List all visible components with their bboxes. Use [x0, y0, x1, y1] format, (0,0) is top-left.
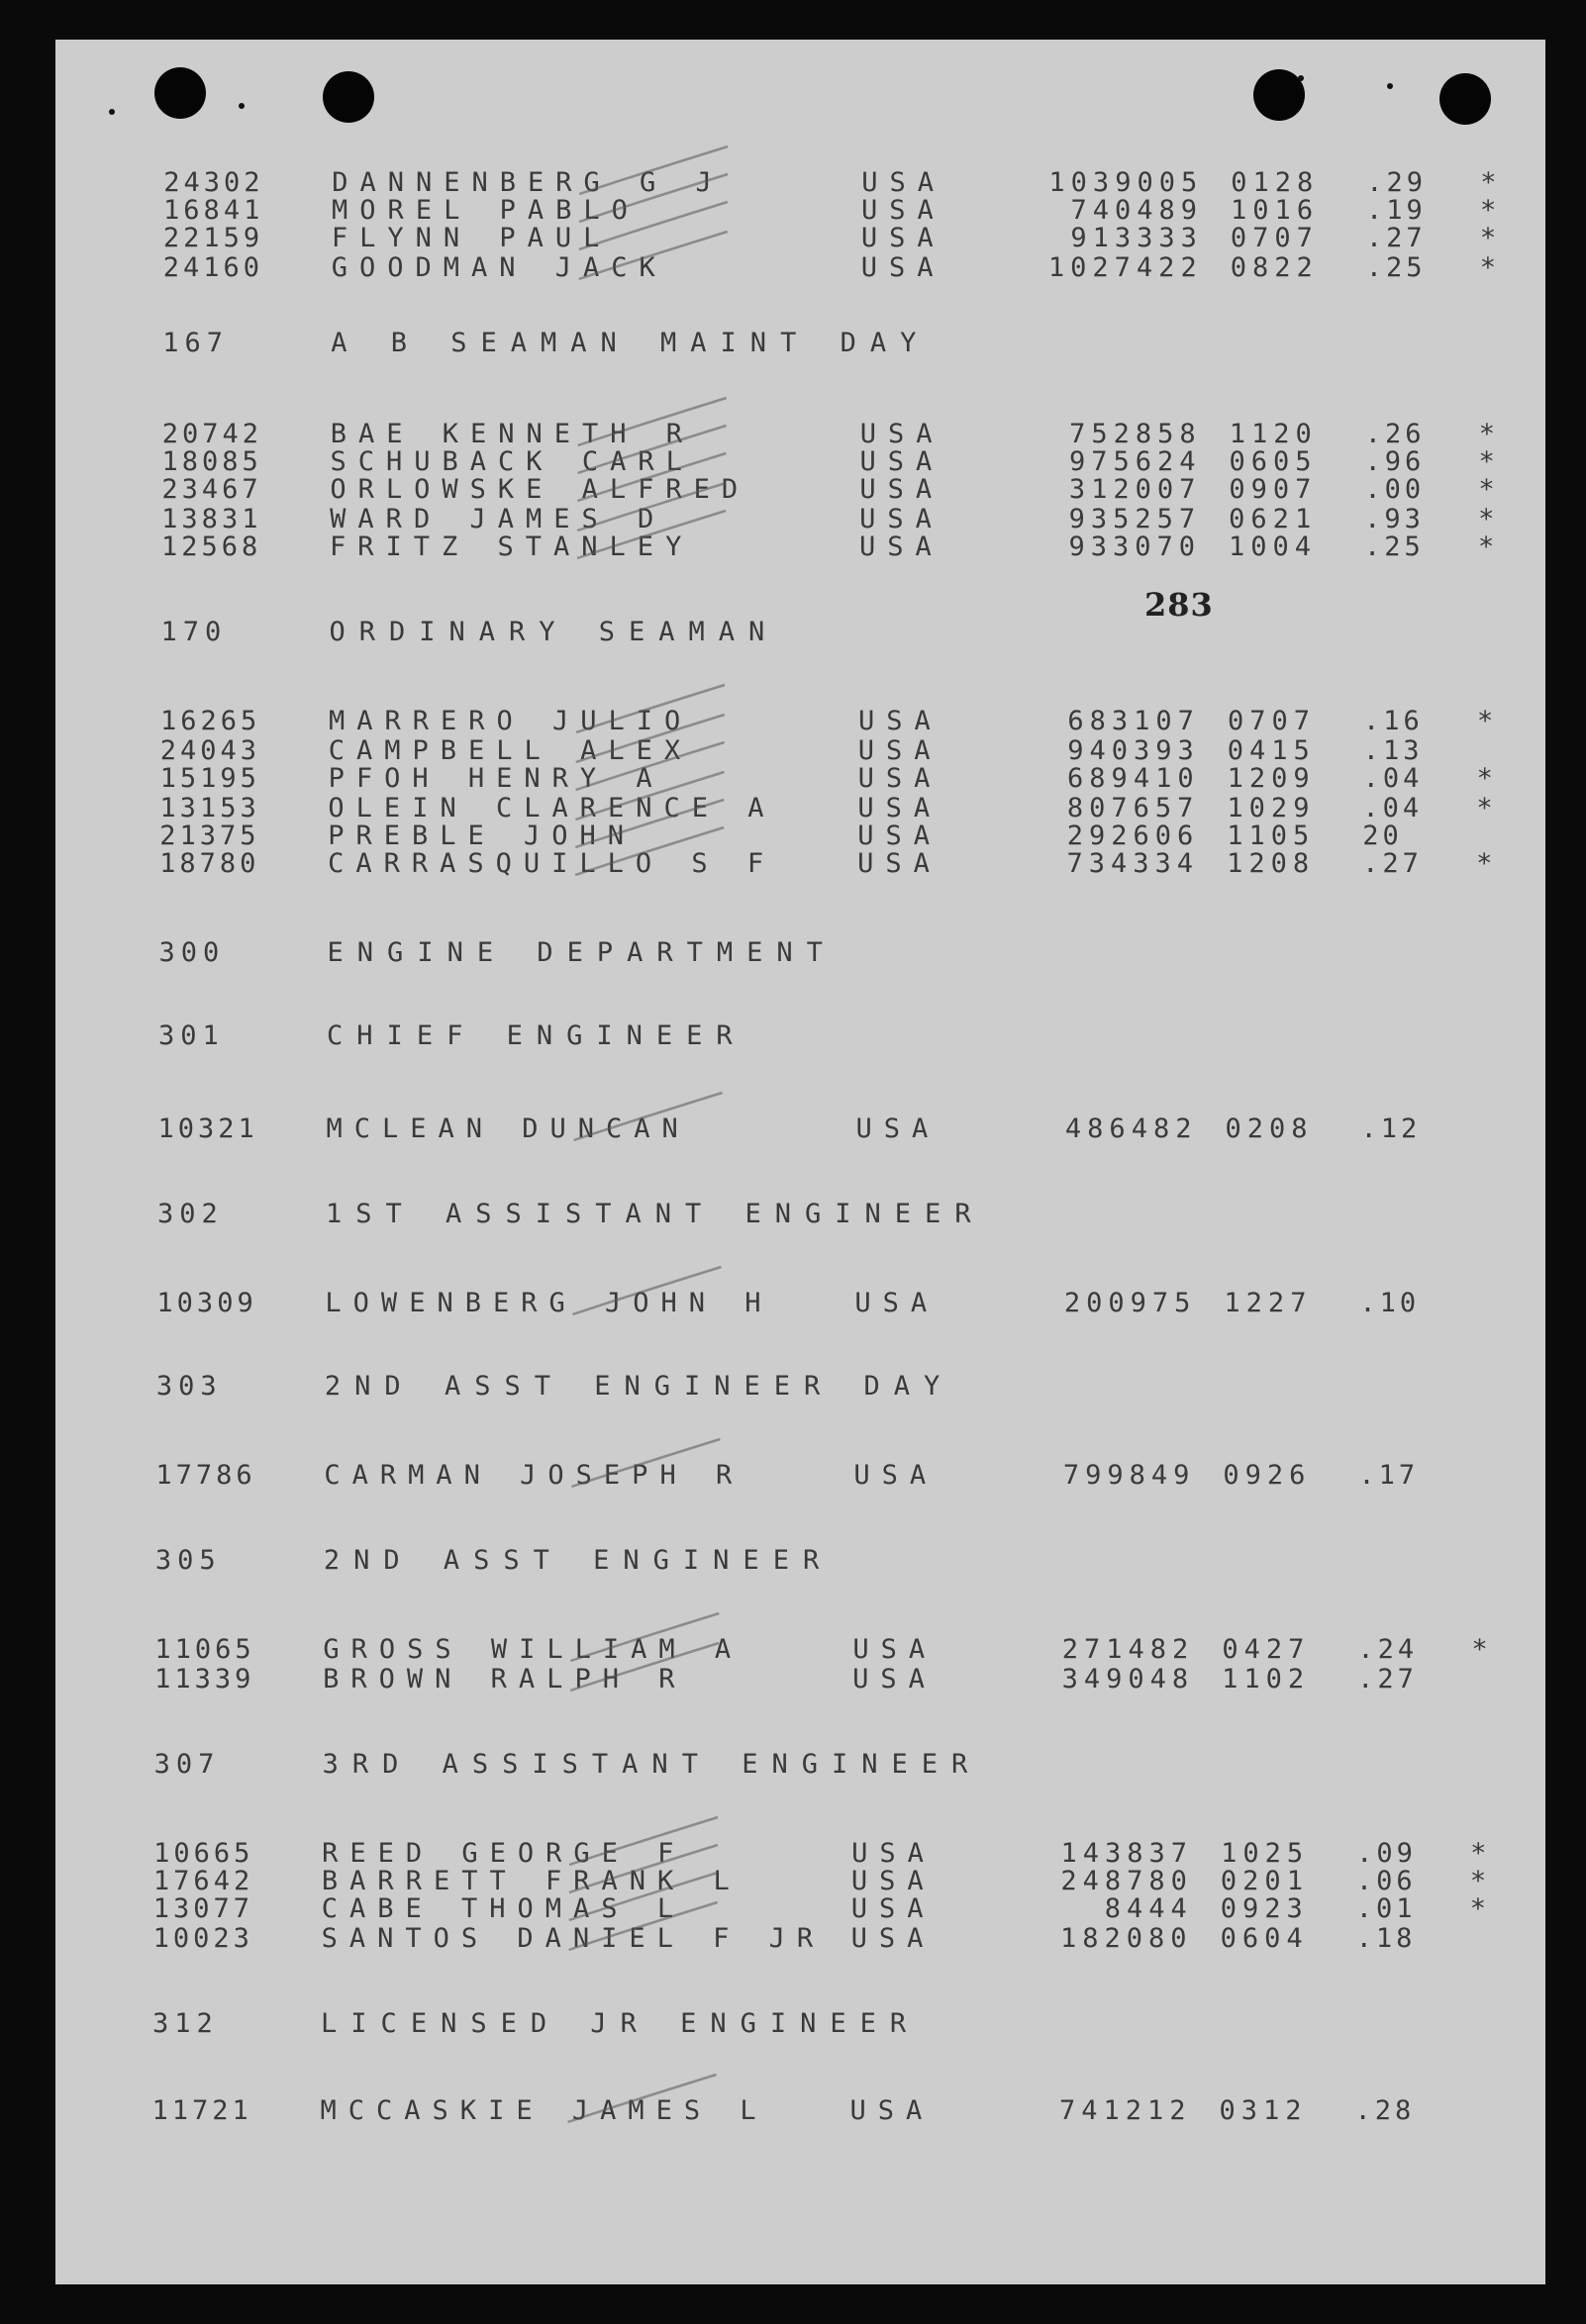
section-code: 302 — [156, 1199, 224, 1229]
crew-name: SCHUBACK CARL — [330, 446, 694, 477]
crew-document-number: 248780 — [1060, 1866, 1193, 1896]
crew-asterisk-mark: * — [1478, 504, 1499, 534]
section-code: 303 — [155, 1371, 223, 1402]
crew-name: MCLEAN DUNCAN — [326, 1114, 690, 1144]
crew-code: 10309 — [156, 1288, 257, 1318]
crew-date: 1208 — [1227, 848, 1316, 879]
crew-nationality: USA — [859, 532, 943, 562]
pencil-check-stroke — [570, 1613, 719, 1661]
crew-code: 11065 — [154, 1634, 255, 1665]
crew-name: BARRETT FRANK L — [321, 1866, 742, 1896]
crew-document-number: 683107 — [1067, 706, 1200, 736]
section-code: 300 — [158, 937, 226, 968]
crew-asterisk-mark: * — [1478, 474, 1499, 505]
crew-nationality: USA — [855, 1114, 941, 1144]
section-title: 2ND ASST ENGINEER DAY — [324, 1371, 954, 1402]
crew-document-number: 940393 — [1067, 735, 1200, 766]
crew-code: 16265 — [159, 706, 261, 736]
crew-code: 11721 — [151, 2095, 252, 2126]
crew-asterisk-mark: * — [1476, 706, 1498, 736]
crew-name: PREBLE JOHN — [328, 821, 637, 851]
section-code: 167 — [162, 328, 230, 358]
crew-rate: .19 — [1366, 195, 1427, 226]
crew-asterisk-mark: * — [1476, 848, 1497, 879]
crew-date: 1120 — [1229, 419, 1318, 449]
crew-name: DANNENBERG G J — [332, 167, 724, 198]
crew-date: 0923 — [1220, 1893, 1309, 1924]
crew-rate: .17 — [1358, 1460, 1420, 1491]
crew-rate: .04 — [1362, 763, 1424, 794]
crew-document-number: 8444 — [1104, 1893, 1193, 1924]
section-title: 3RD ASSISTANT ENGINEER — [322, 1749, 982, 1780]
crew-nationality: USA — [851, 1838, 936, 1869]
crew-rate: 20 — [1362, 821, 1403, 851]
crew-document-number: 200975 — [1063, 1288, 1197, 1318]
crew-name: BAE KENNETH R — [330, 419, 695, 449]
crew-code: 13831 — [161, 504, 262, 534]
crew-nationality: USA — [852, 1634, 938, 1665]
crew-rate: .16 — [1362, 706, 1424, 736]
crew-code: 10665 — [153, 1838, 254, 1869]
pencil-check-stroke — [576, 742, 725, 790]
crew-document-number: 143837 — [1060, 1838, 1194, 1869]
section-title: 2ND ASST ENGINEER — [323, 1545, 834, 1576]
section-title: LICENSED JR ENGINEER — [321, 2008, 921, 2039]
crew-nationality: USA — [857, 821, 942, 851]
crew-nationality: USA — [850, 1923, 936, 1954]
crew-nationality: USA — [861, 195, 945, 226]
crew-document-number: 312007 — [1068, 474, 1202, 505]
crew-rate: .27 — [1357, 1664, 1418, 1695]
crew-nationality: USA — [849, 2095, 935, 2126]
pencil-check-stroke — [578, 398, 727, 445]
crew-date: 0926 — [1223, 1460, 1312, 1491]
pencil-check-stroke — [579, 202, 728, 249]
pencil-check-stroke — [575, 800, 724, 847]
crew-document-number: 807657 — [1066, 793, 1200, 823]
crew-date: 1227 — [1224, 1288, 1313, 1318]
pencil-check-stroke — [569, 1873, 718, 1920]
crew-rate: .27 — [1365, 223, 1427, 253]
crew-nationality: USA — [859, 504, 943, 534]
crew-asterisk-mark: * — [1471, 1634, 1492, 1665]
crew-date: 0415 — [1227, 735, 1316, 766]
crew-nationality: USA — [860, 252, 945, 283]
crew-date: 1016 — [1231, 195, 1320, 226]
crew-rate: .25 — [1365, 252, 1427, 283]
pencil-check-stroke — [577, 511, 726, 558]
crew-rate: .29 — [1366, 167, 1427, 198]
pencil-check-stroke — [569, 1817, 718, 1865]
crew-code: 24160 — [162, 252, 263, 283]
crew-asterisk-mark: * — [1479, 223, 1501, 253]
crew-rate: .93 — [1364, 504, 1425, 534]
pencil-check-stroke — [572, 1267, 721, 1314]
crew-nationality: USA — [857, 793, 942, 823]
document-page — [55, 40, 1545, 2284]
crew-code: 18085 — [161, 446, 262, 477]
crew-asterisk-mark: * — [1478, 419, 1499, 449]
crew-name: SANTOS DANIEL F JR — [321, 1923, 826, 1954]
crew-nationality: USA — [859, 446, 944, 477]
crew-document-number: 975624 — [1068, 446, 1202, 477]
crew-code: 23467 — [161, 474, 262, 505]
crew-code: 17642 — [152, 1866, 254, 1896]
crew-code: 12568 — [161, 532, 262, 562]
crew-name: ORLOWSKE ALFRED — [330, 474, 750, 505]
crew-rate: .96 — [1364, 446, 1426, 477]
crew-asterisk-mark: * — [1476, 793, 1497, 823]
crew-document-number: 349048 — [1061, 1664, 1195, 1695]
pencil-check-stroke — [568, 2075, 717, 2122]
section-title: A B SEAMAN MAINT DAY — [331, 328, 931, 358]
crew-nationality: USA — [850, 1893, 936, 1924]
crew-name: FRITZ STANLEY — [330, 532, 694, 562]
crew-code: 24302 — [163, 167, 264, 198]
crew-asterisk-mark: * — [1469, 1866, 1491, 1896]
crew-date: 1004 — [1229, 532, 1318, 562]
crew-date: 0201 — [1220, 1866, 1309, 1896]
crew-nationality: USA — [850, 1866, 936, 1896]
crew-code: 18780 — [159, 848, 260, 879]
crew-name: CABE THOMAS L — [321, 1893, 686, 1924]
crew-rate: .27 — [1362, 848, 1423, 879]
pencil-check-stroke — [569, 1902, 718, 1950]
crew-rate: .12 — [1360, 1114, 1422, 1144]
pencil-check-stroke — [569, 1845, 718, 1892]
pencil-check-stroke — [579, 232, 728, 279]
crew-date: 0604 — [1220, 1923, 1309, 1954]
crew-nationality: USA — [853, 1460, 939, 1491]
crew-document-number: 752858 — [1069, 419, 1202, 449]
crew-asterisk-mark: * — [1470, 1838, 1491, 1869]
crew-nationality: USA — [852, 1664, 937, 1695]
crew-code: 11339 — [154, 1664, 255, 1695]
crew-date: 1209 — [1227, 763, 1316, 794]
pencil-check-stroke — [576, 715, 725, 762]
crew-name: GOODMAN JACK — [331, 252, 667, 283]
crew-date: 0707 — [1230, 223, 1319, 253]
crew-name: MCCASKIE JAMES L — [320, 2095, 768, 2126]
crew-name: MARRERO JULIO — [328, 706, 693, 736]
crew-code: 20742 — [161, 419, 262, 449]
crew-code: 10023 — [152, 1923, 253, 1954]
crew-code: 21375 — [159, 821, 260, 851]
crew-date: 0312 — [1219, 2095, 1308, 2126]
crew-date: 0707 — [1227, 706, 1316, 736]
crew-name: BROWN RALPH R — [323, 1664, 687, 1695]
section-title: ENGINE DEPARTMENT — [327, 937, 837, 968]
crew-date: 0208 — [1225, 1114, 1314, 1144]
crew-document-number: 292606 — [1066, 821, 1200, 851]
crew-date: 1105 — [1227, 821, 1316, 851]
crew-name: FLYNN PAUL — [331, 223, 612, 253]
crew-rate: .10 — [1359, 1288, 1421, 1318]
crew-name: CARRASQUILLO S F — [328, 848, 776, 879]
section-code: 312 — [152, 2008, 219, 2039]
pencil-check-stroke — [577, 453, 726, 501]
crew-code: 13077 — [152, 1893, 254, 1924]
crew-document-number: 913333 — [1070, 223, 1203, 253]
page-number-stamp: 283 — [1144, 586, 1214, 624]
pencil-check-stroke — [578, 426, 727, 473]
crew-rate: .04 — [1362, 793, 1424, 823]
section-code: 170 — [160, 617, 228, 647]
crew-asterisk-mark: * — [1478, 532, 1499, 562]
pencil-check-stroke — [576, 685, 725, 732]
crew-date: 0621 — [1229, 504, 1318, 534]
crew-name: WARD JAMES D — [330, 504, 666, 534]
crew-document-number: 689410 — [1067, 763, 1200, 794]
crew-name: CARMAN JOSEPH R — [324, 1460, 744, 1491]
crew-rate: .25 — [1364, 532, 1425, 562]
pencil-check-stroke — [570, 1643, 719, 1691]
crew-document-number: 1039005 — [1048, 167, 1204, 198]
crew-asterisk-mark: * — [1480, 195, 1501, 226]
section-title: 1ST ASSISTANT ENGINEER — [325, 1199, 985, 1229]
crew-nationality: USA — [861, 167, 945, 198]
pencil-check-stroke — [571, 1439, 720, 1487]
crew-name: PFOH HENRY A — [328, 763, 664, 794]
crew-code: 22159 — [162, 223, 264, 253]
crew-asterisk-mark: * — [1476, 763, 1497, 794]
crew-date: 0605 — [1229, 446, 1318, 477]
pencil-check-stroke — [579, 146, 728, 194]
section-title: CHIEF ENGINEER — [327, 1020, 746, 1051]
crew-document-number: 182080 — [1060, 1923, 1193, 1954]
crew-code: 10321 — [157, 1114, 258, 1144]
crew-document-number: 486482 — [1064, 1114, 1198, 1144]
crew-name: REED GEORGE F — [322, 1838, 686, 1869]
crew-nationality: USA — [857, 763, 942, 794]
pencil-check-stroke — [579, 174, 728, 222]
crew-nationality: USA — [857, 735, 942, 766]
crew-rate: .06 — [1355, 1866, 1417, 1896]
crew-rate: .18 — [1355, 1923, 1417, 1954]
crew-rate: .00 — [1364, 474, 1426, 505]
crew-document-number: 271482 — [1061, 1634, 1195, 1665]
crew-document-number: 933070 — [1068, 532, 1201, 562]
crew-date: 1025 — [1221, 1838, 1310, 1869]
crew-document-number: 935257 — [1068, 504, 1202, 534]
section-title: ORDINARY SEAMAN — [329, 617, 779, 647]
crew-date: 0427 — [1222, 1634, 1311, 1665]
crew-date: 1102 — [1222, 1664, 1311, 1695]
crew-document-number: 799849 — [1062, 1460, 1196, 1491]
crew-asterisk-mark: * — [1478, 446, 1499, 477]
crew-name: OLEIN CLARENCE A — [328, 793, 776, 823]
section-code: 307 — [153, 1749, 221, 1780]
section-code: 301 — [158, 1020, 225, 1051]
crew-name: MOREL PABLO — [332, 195, 640, 226]
crew-asterisk-mark: * — [1479, 252, 1500, 283]
pencil-check-stroke — [573, 1093, 722, 1140]
crew-rate: .28 — [1354, 2095, 1416, 2126]
pencil-check-stroke — [577, 483, 726, 531]
crew-nationality: USA — [854, 1288, 940, 1318]
crew-nationality: USA — [859, 419, 944, 449]
crew-document-number: 741212 — [1058, 2095, 1192, 2126]
crew-nationality: USA — [857, 848, 942, 879]
crew-code: 24043 — [159, 735, 261, 766]
crew-code: 16841 — [163, 195, 264, 226]
crew-date: 0128 — [1231, 167, 1320, 198]
crew-document-number: 740489 — [1070, 195, 1204, 226]
crew-code: 13153 — [159, 793, 260, 823]
pencil-check-stroke — [575, 827, 724, 875]
crew-document-number: 1027422 — [1047, 252, 1203, 283]
crew-nationality: USA — [859, 474, 944, 505]
crew-asterisk-mark: * — [1480, 167, 1501, 198]
crew-code: 15195 — [159, 763, 260, 794]
crew-name: CAMPBELL ALEX — [328, 735, 693, 766]
crew-date: 0907 — [1229, 474, 1318, 505]
pencil-check-stroke — [575, 772, 724, 820]
crew-asterisk-mark: * — [1469, 1893, 1491, 1924]
crew-code: 17786 — [155, 1460, 256, 1491]
crew-nationality: USA — [860, 223, 945, 253]
crew-rate: .01 — [1355, 1893, 1417, 1924]
crew-rate: .09 — [1356, 1838, 1417, 1869]
crew-document-number: 734334 — [1066, 848, 1200, 879]
crew-name: GROSS WILLIAM A — [323, 1634, 743, 1665]
crew-date: 0822 — [1230, 252, 1319, 283]
crew-rate: .13 — [1362, 735, 1424, 766]
crew-rate: .24 — [1357, 1634, 1419, 1665]
crew-rate: .26 — [1364, 419, 1426, 449]
pencil-check-marks — [55, 40, 1545, 2284]
section-code: 305 — [154, 1545, 222, 1576]
crew-date: 1029 — [1227, 793, 1316, 823]
crew-nationality: USA — [857, 706, 942, 736]
crew-name: LOWENBERG JOHN H — [325, 1288, 773, 1318]
